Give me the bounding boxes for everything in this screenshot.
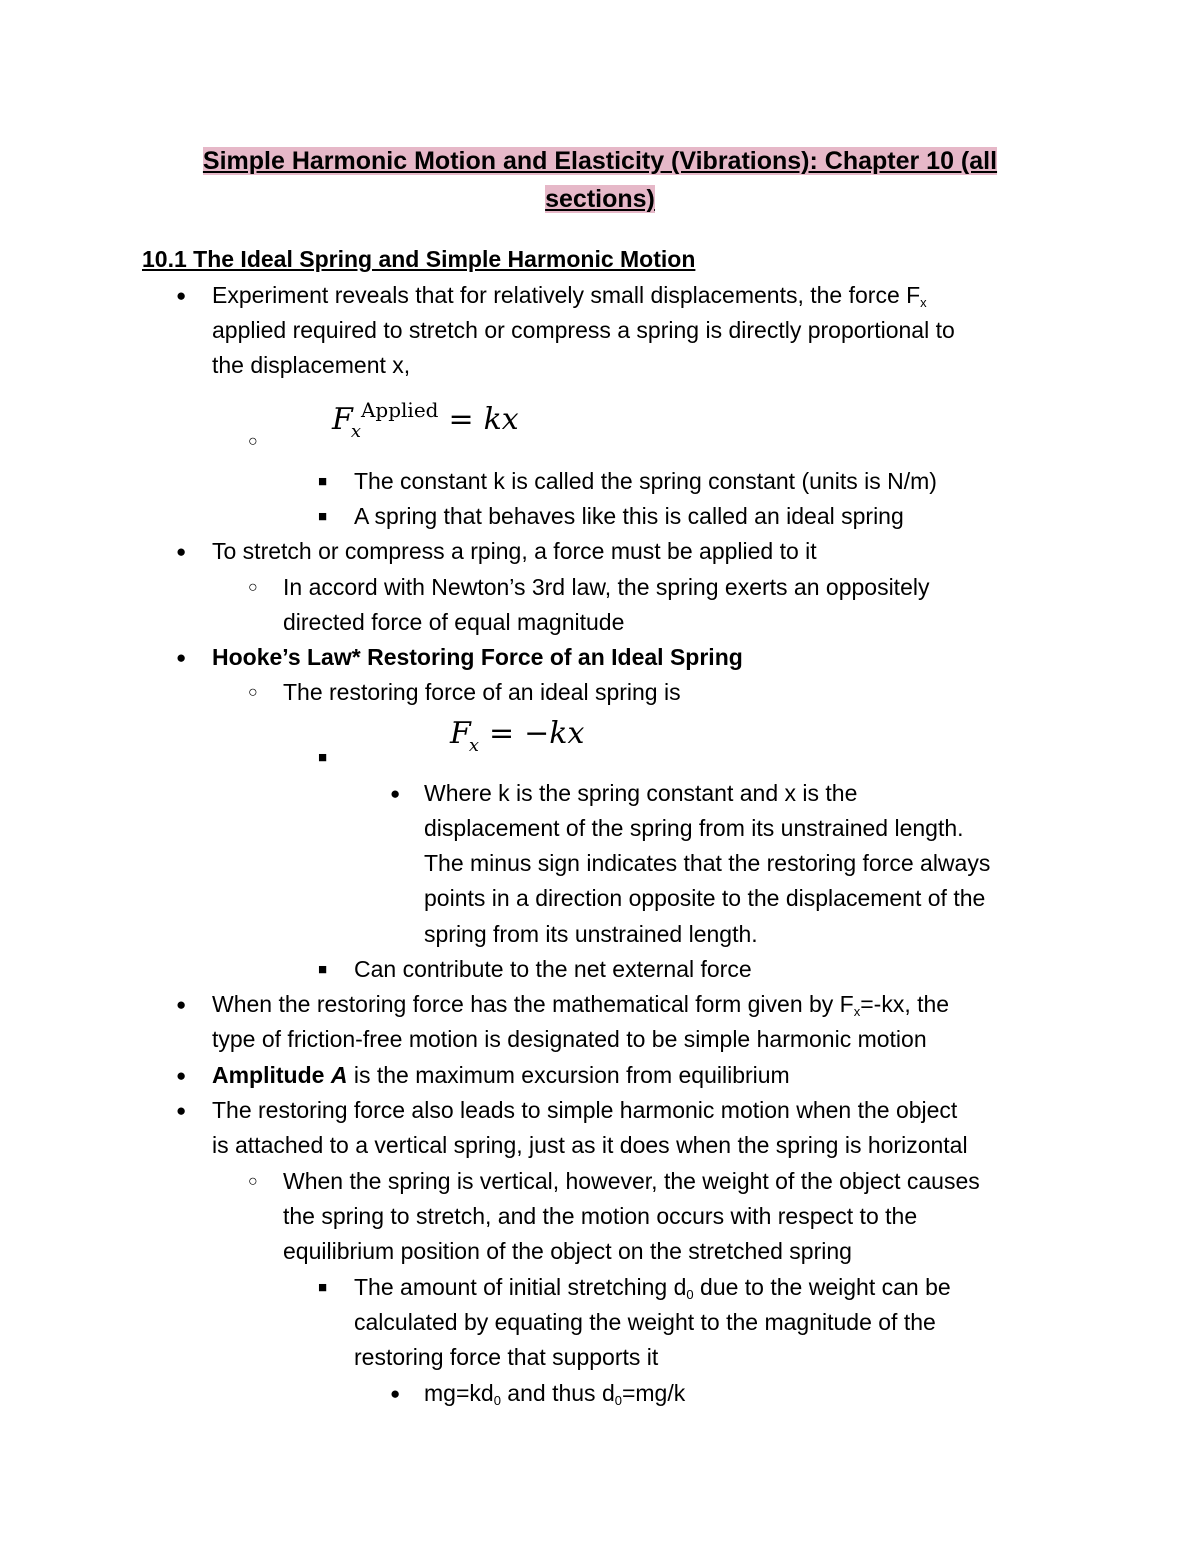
equation-restoring-force: $F_x = -kx$ <box>450 716 585 756</box>
list-item: Experiment reveals that for relatively small displacements, the force $F_x$ <box>212 282 927 310</box>
list-item-continuation: spring from its unstrained length. <box>424 921 758 947</box>
bullet-marker-square: ■ <box>318 961 328 978</box>
bullet-marker-square: ■ <box>318 1279 328 1296</box>
list-item: Amplitude A is the maximum excursion from equilibrium <box>212 1062 790 1088</box>
section-heading: 10.1 The Ideal Spring and Simple Harmonic Motion <box>142 246 696 272</box>
equation-applied-force: $F_x^{Applied}$ = kx <box>332 398 519 442</box>
bullet-marker-disc: ● <box>176 995 187 1014</box>
list-item-continuation: restoring force that supports it <box>354 1344 659 1370</box>
bullet-marker-square: ■ <box>318 473 328 490</box>
bullet-marker-disc: ● <box>390 784 401 803</box>
bullet-marker-circle: ○ <box>248 579 258 596</box>
list-item-continuation: the spring to stretch, and the motion occurs with respect to the <box>283 1203 918 1229</box>
list-item: The restoring force of an ideal spring is <box>283 679 681 705</box>
list-item: Where k is the spring constant and x is the <box>424 780 858 806</box>
list-item-continuation: The minus sign indicates that the restoring force always <box>424 850 991 876</box>
list-item-continuation: points in a direction opposite to the displacement of the <box>424 885 986 911</box>
bullet-marker-circle: ○ <box>248 684 258 701</box>
list-item: When the restoring force has the mathematical form given by $F_x=-kx$, the <box>212 991 950 1019</box>
list-item-continuation: displacement of the spring from its unstrained length. <box>424 815 964 841</box>
bullet-marker-disc: ● <box>176 542 187 561</box>
bullet-marker-disc: ● <box>176 1066 187 1085</box>
list-item-continuation: is attached to a vertical spring, just as it does when the spring is horizontal <box>212 1132 968 1158</box>
bullet-marker-disc: ● <box>176 286 187 305</box>
list-item-continuation: calculated by equating the weight to the magnitude of the <box>354 1309 936 1335</box>
list-item: In accord with Newton’s 3rd law, the spring exerts an oppositely <box>283 574 930 600</box>
list-item: To stretch or compress a rping, a force must be applied to it <box>212 538 817 564</box>
bullet-marker-disc: ● <box>390 1384 401 1403</box>
list-item-continuation: equilibrium position of the object on the stretched spring <box>283 1238 852 1264</box>
list-item: $mg=kd_0$ and thus $d_0=mg/k$ <box>424 1380 686 1408</box>
list-item-heading: Hooke’s Law* Restoring Force of an Ideal Spring <box>212 644 743 670</box>
bullet-marker-square: ■ <box>318 749 328 766</box>
list-item-continuation: directed force of equal magnitude <box>283 609 625 635</box>
bullet-marker-circle: ○ <box>248 1173 258 1190</box>
page-title: Simple Harmonic Motion and Elasticity (Vibrations): Chapter 10 (all sections) <box>202 147 998 213</box>
list-item: A spring that behaves like this is called an ideal spring <box>354 503 904 529</box>
list-item: The constant k is called the spring constant (units is N/m) <box>354 468 937 494</box>
list-item: The amount of initial stretching $d_0$ due to the weight can be <box>354 1274 951 1302</box>
list-item: The restoring force also leads to simple harmonic motion when the object <box>212 1097 958 1123</box>
list-item-continuation: applied required to stretch or compress a spring is directly proportional to <box>212 317 955 343</box>
bullet-marker-circle: ○ <box>248 433 258 450</box>
bullet-marker-square: ■ <box>318 508 328 525</box>
bullet-marker-disc: ● <box>176 648 187 667</box>
list-item: Can contribute to the net external force <box>354 956 752 982</box>
list-item-continuation: type of friction-free motion is designated to be simple harmonic motion <box>212 1026 927 1052</box>
bullet-marker-disc: ● <box>176 1101 187 1120</box>
list-item-continuation: the displacement x, <box>212 352 411 378</box>
list-item: When the spring is vertical, however, the weight of the object causes <box>283 1168 980 1194</box>
